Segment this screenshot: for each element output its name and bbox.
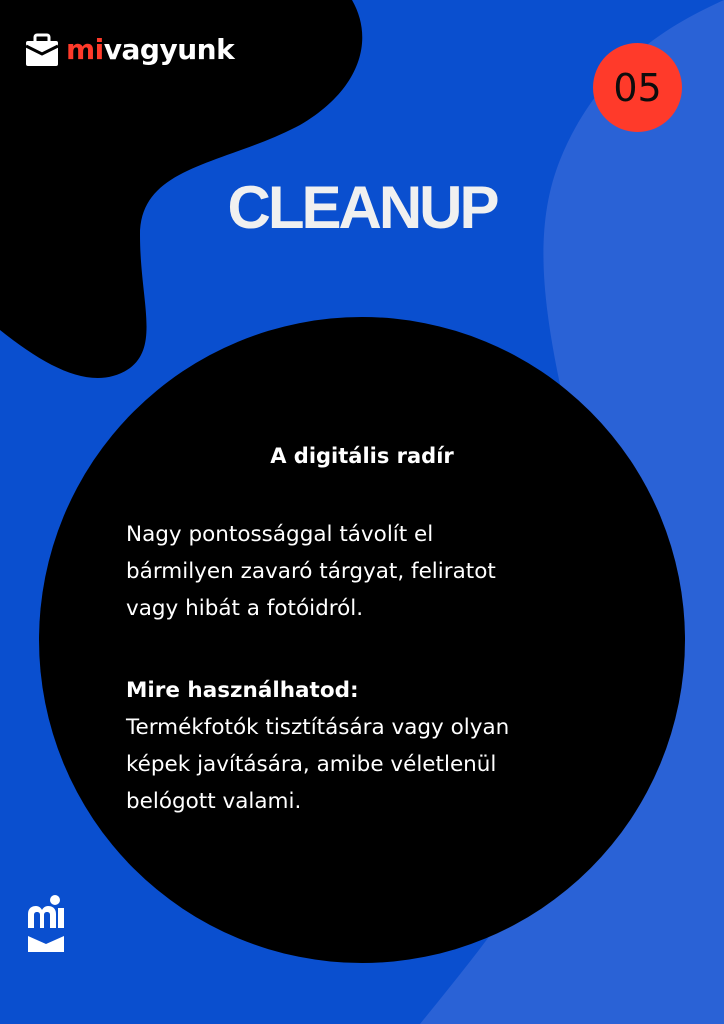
mi-monogram-icon — [26, 894, 66, 954]
bottom-logo — [26, 894, 66, 959]
usage-line: belógott valami. — [126, 789, 302, 814]
page-number: 05 — [613, 65, 662, 110]
usage-line: képek javítására, amibe véletlenül — [126, 752, 497, 777]
brand-name: mivagyunk — [66, 33, 235, 66]
subtitle: A digitális radír — [270, 444, 454, 468]
usage-heading: Mire használhatod: — [126, 678, 359, 703]
usage-line: Termékfotók tisztítására vagy olyan — [126, 715, 510, 740]
briefcase-logo-icon — [24, 32, 60, 68]
description-line: vagy hibát a fotóidról. — [126, 596, 364, 621]
brand-logo — [24, 30, 234, 70]
description-line: Nagy pontossággal távolít el — [126, 522, 434, 547]
description-line: bármilyen zavaró tárgyat, feliratot — [126, 559, 496, 584]
description — [126, 516, 596, 627]
content-circle — [39, 317, 685, 963]
page-title: CLEANUP — [227, 174, 497, 241]
usage-text — [126, 709, 596, 820]
page-number-badge — [593, 43, 682, 132]
